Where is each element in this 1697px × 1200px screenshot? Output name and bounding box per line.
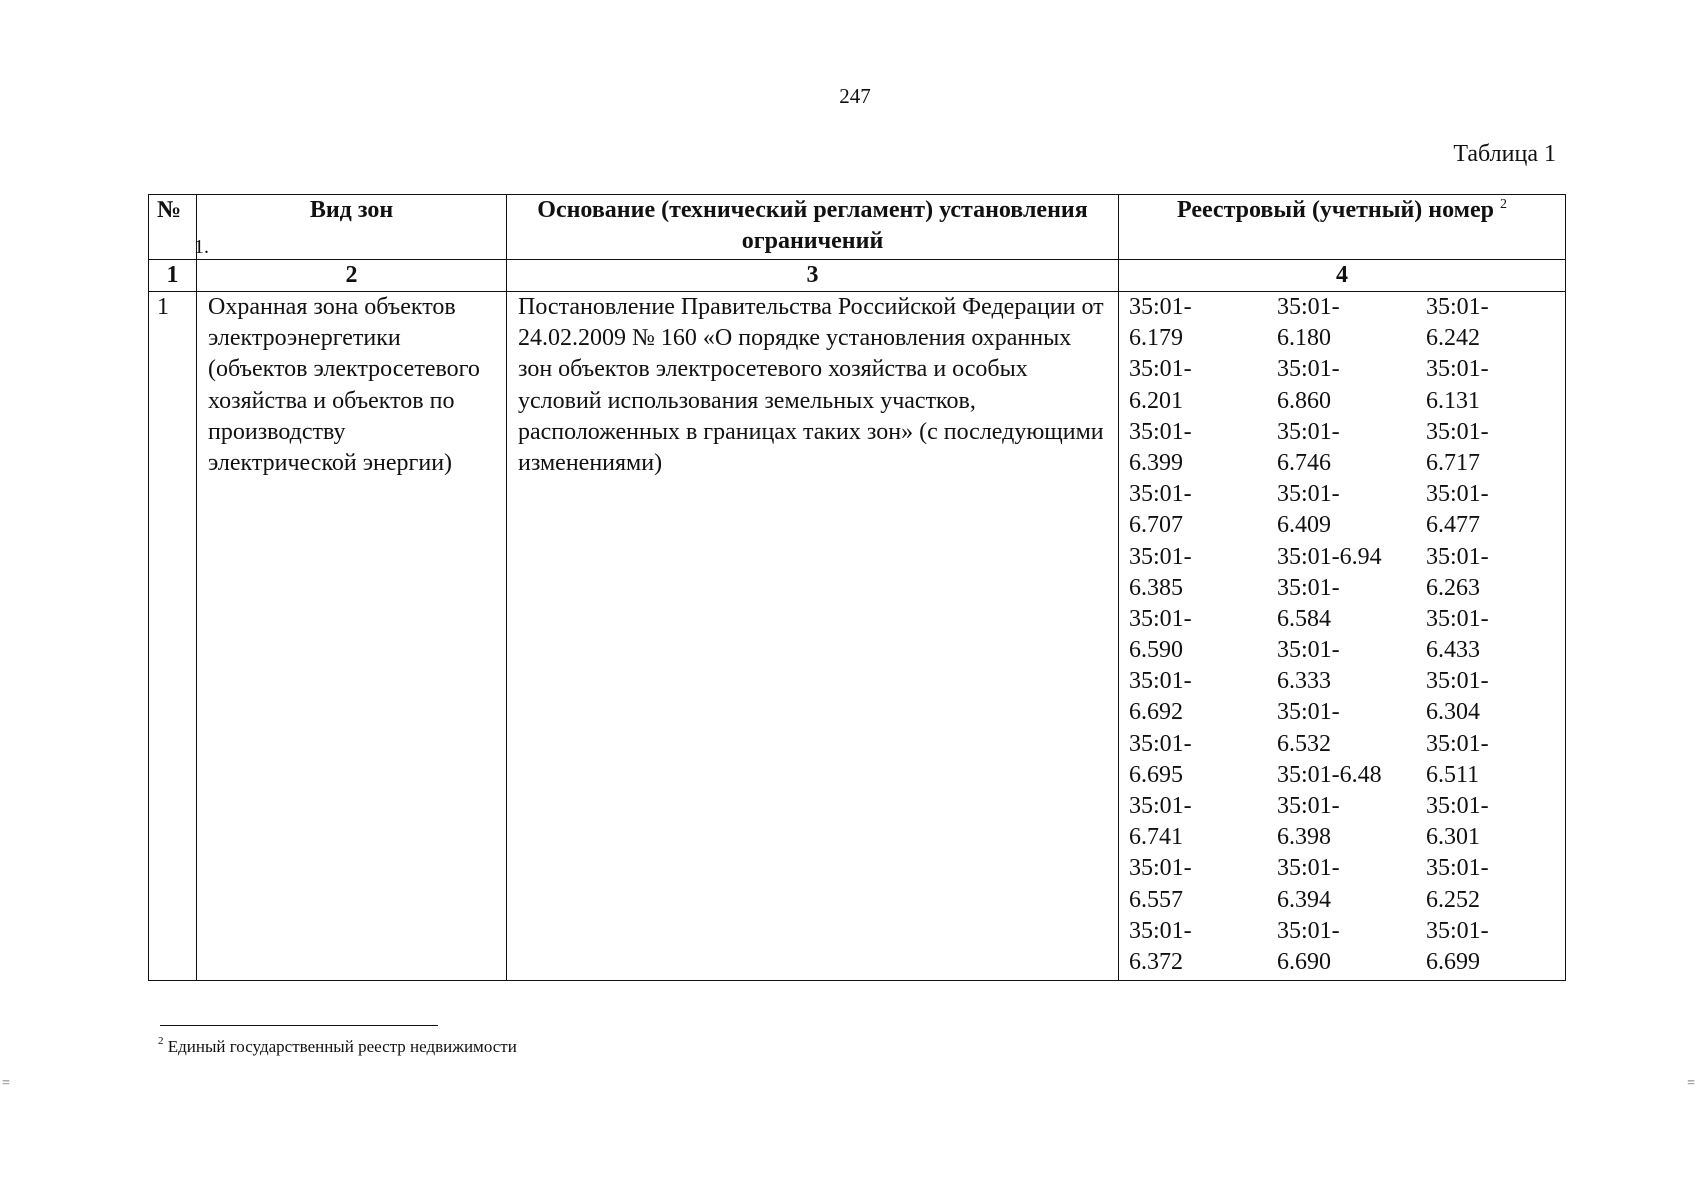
registry-number-cell: 35:01- xyxy=(1426,668,1489,695)
registry-number-cell: 35:01- xyxy=(1129,917,1192,944)
registry-number-cell: 35:01- xyxy=(1129,793,1192,819)
registry-number-cell: 6.301 xyxy=(1426,824,1480,851)
registry-number-cell: 35:01- xyxy=(1129,730,1192,757)
registry-number-cell: 6.741 xyxy=(1129,824,1183,851)
footnote xyxy=(158,1037,517,1057)
column-index-1: 1 xyxy=(149,260,197,292)
registry-number-cell: 35:01- xyxy=(1129,668,1192,695)
registry-number-cell: 35:01- xyxy=(1129,481,1192,508)
registry-number-cell: 6.746 xyxy=(1277,449,1331,476)
row-number: 1 xyxy=(149,292,197,981)
registry-number-cell: 35:01- xyxy=(1426,543,1489,570)
registry-number-cell: 35:01- xyxy=(1277,574,1340,601)
footnote-divider xyxy=(160,1025,438,1026)
registry-number-cell: 35:01- xyxy=(1426,855,1489,882)
registry-number-cell: 6.511 xyxy=(1426,761,1480,788)
registry-number-cell: 35:01- xyxy=(1129,855,1192,882)
restrictions-table xyxy=(148,194,1566,981)
registry-number-cell: 6.409 xyxy=(1277,512,1331,539)
registry-number-cell: 35:01-6.48 xyxy=(1277,761,1382,788)
registry-number-grid xyxy=(1119,292,1565,978)
registry-number-cell: 35:01- xyxy=(1426,605,1489,632)
registry-number-cell: 35:01- xyxy=(1277,855,1340,882)
registry-number-cell: 35:01- xyxy=(1426,730,1489,757)
registry-number-cell: 6.557 xyxy=(1129,886,1183,913)
registry-number-cell: 35:01- xyxy=(1129,543,1192,570)
registry-number-cell: 35:01- xyxy=(1277,481,1340,508)
registry-number-cell: 6.252 xyxy=(1426,886,1480,913)
registry-number-cell: 6.263 xyxy=(1426,574,1480,601)
registry-number-cell: 35:01- xyxy=(1426,356,1489,383)
header-number-label: № xyxy=(157,197,182,223)
page-number: 247 xyxy=(839,84,871,108)
registry-number-cell: 35:01- xyxy=(1129,605,1192,632)
registry-number-cell: 35:01- xyxy=(1129,356,1192,383)
registry-number-cell: 6.477 xyxy=(1426,512,1480,539)
registry-number-cell: 6.433 xyxy=(1426,637,1480,664)
registry-number-cell: 6.398 xyxy=(1277,824,1331,851)
registry-number-cell: 6.385 xyxy=(1129,574,1183,601)
registry-number-cell: 35:01- xyxy=(1277,793,1340,819)
footnote-marker: 2 xyxy=(158,1035,164,1047)
column-index-3: 3 xyxy=(507,260,1119,292)
registry-number-cell: 35:01- xyxy=(1129,294,1192,320)
registry-number-cell: 6.131 xyxy=(1426,387,1480,414)
registry-number-cell: 35:01- xyxy=(1426,418,1489,445)
registry-number-cell: 6.707 xyxy=(1129,512,1183,539)
header-stray-mark: 1. xyxy=(194,236,209,258)
column-index-2: 2 xyxy=(197,260,507,292)
header-number xyxy=(149,195,209,260)
registry-number-cell: 35:01- xyxy=(1426,793,1489,819)
registry-number-cell: 35:01- xyxy=(1277,917,1340,944)
registry-number-cell: 6.201 xyxy=(1129,387,1183,414)
registry-number-cell: 6.584 xyxy=(1277,605,1331,632)
header-zone-type: Вид зон xyxy=(197,195,507,260)
registry-number-cell: 6.692 xyxy=(1129,699,1183,726)
registry-number-cell: 6.372 xyxy=(1129,948,1183,975)
registry-number-cell: 35:01- xyxy=(1277,356,1340,383)
header-footnote-ref: 2 xyxy=(1500,197,1508,212)
header-basis: Основание (технический регламент) установления ограничений xyxy=(507,195,1119,260)
column-index-4: 4 xyxy=(1119,260,1566,292)
registry-number-cell: 35:01- xyxy=(1277,637,1340,664)
registry-number-cell: 6.860 xyxy=(1277,387,1331,414)
registry-number-cell: 6.590 xyxy=(1129,637,1183,664)
registry-number-cell: 35:01- xyxy=(1277,294,1340,320)
registry-number-cell: 6.180 xyxy=(1277,325,1331,352)
row-basis: Постановление Правительства Российской Федерации от 24.02.2009 № 160 «О порядке установления охранных зон объектов электросетевого хозяйства и особых условий использования земельных участков, расположенных в границах таких зон» (с последующими изменениями) xyxy=(507,292,1119,981)
registry-number-cell: 6.699 xyxy=(1426,948,1480,975)
registry-number-cell: 35:01-6.94 xyxy=(1277,543,1382,570)
registry-number-cell: 6.394 xyxy=(1277,886,1331,913)
row-registry-numbers xyxy=(1119,292,1566,981)
registry-number-cell: 35:01- xyxy=(1277,699,1340,726)
row-zone-type: Охранная зона объектов электроэнергетики (объектов электросетевого хозяйства и объектов по производству электрической энергии) xyxy=(197,292,507,981)
registry-number-cell: 35:01- xyxy=(1426,917,1489,944)
registry-number-cell: 6.695 xyxy=(1129,761,1183,788)
registry-number-cell: 6.179 xyxy=(1129,325,1183,352)
registry-number-cell: 6.333 xyxy=(1277,668,1331,695)
registry-number-cell: 6.304 xyxy=(1426,699,1480,726)
header-registry-number xyxy=(1119,195,1566,260)
table-header-row xyxy=(149,195,1566,260)
footnote-text: Единый государственный реестр недвижимости xyxy=(167,1037,517,1056)
registry-number-cell: 6.532 xyxy=(1277,730,1331,757)
column-index-row xyxy=(149,260,1566,292)
registry-number-cell: 35:01- xyxy=(1129,418,1192,445)
registry-number-cell: 6.690 xyxy=(1277,948,1331,975)
registry-number-cell: 6.242 xyxy=(1426,325,1480,352)
left-edge-mark: = xyxy=(2,1076,10,1091)
registry-number-cell: 6.399 xyxy=(1129,449,1183,476)
table-caption: Таблица 1 xyxy=(1453,141,1556,167)
right-edge-mark: = xyxy=(1687,1076,1695,1091)
header-registry-number-label: Реестровый (учетный) номер xyxy=(1176,197,1495,223)
registry-number-cell: 35:01- xyxy=(1426,481,1489,508)
table-row xyxy=(149,292,1566,981)
registry-number-cell: 35:01- xyxy=(1426,294,1489,320)
registry-number-cell: 6.717 xyxy=(1426,449,1480,476)
registry-number-cell: 35:01- xyxy=(1277,418,1340,445)
